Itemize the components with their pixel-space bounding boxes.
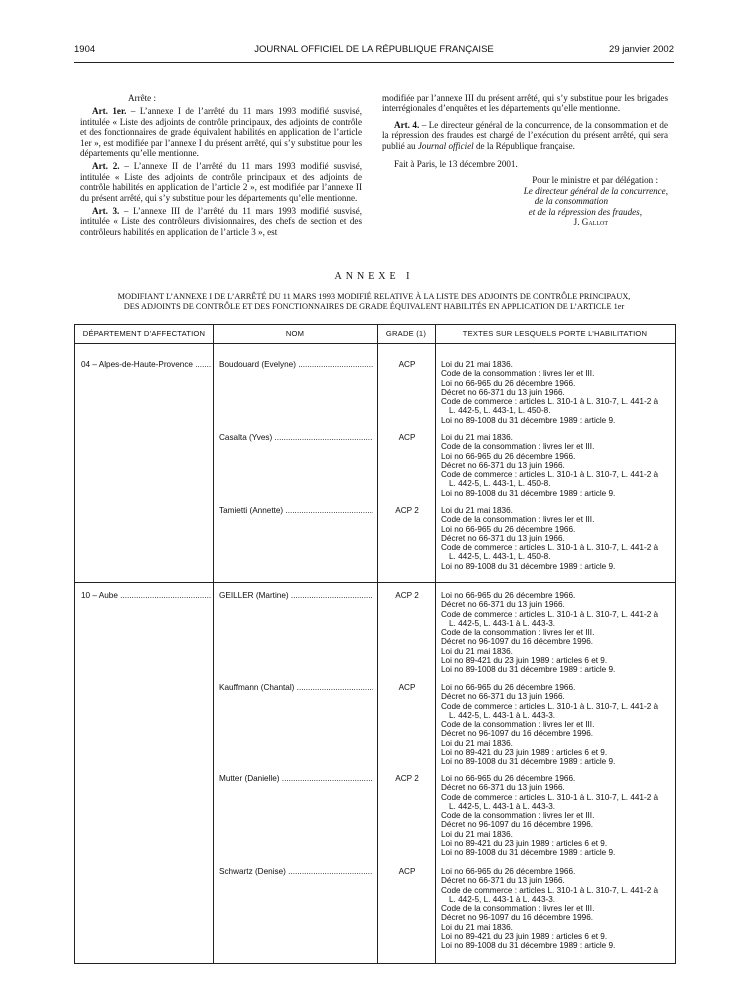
issue-date: 29 janvier 2002 [609,44,674,55]
textes-cell [441,867,671,951]
article-3-label: Art. 3. [92,206,120,217]
agent-name: Casalta (Yves) ..... [219,433,373,442]
texte-line: Loi no 66-965 du 26 décembre 1966. [441,591,576,600]
textes-cell [441,360,671,425]
texte-line: L. 442-5, L. 443-1 à L. 443-3. [449,710,556,720]
nom-cell [219,867,373,876]
textes-cell [441,774,671,858]
grade-cell: ACP [398,867,416,876]
agent-name: Mutter (Danielle) ..... [219,774,373,783]
texte-line: Décret no 66-371 du 13 juin 1966. [441,600,565,610]
texte-line: Décret no 66-371 du 13 juin 1966. [441,876,565,886]
textes-cell [441,433,671,498]
annexe-subtitle-line-2: DES ADJOINTS DE CONTRÔLE ET DES FONCTIONNAIRES DE GRADE ÉQUIVALENT HABILITÉS EN APPLICATION DE L’ARTICLE 1er [123,302,625,311]
texte-line: Loi no 89-421 du 23 juin 1989 : articles 6 et 9. [441,656,608,666]
texte-line: Code de commerce : articles L. 310-1 à L. 310-7, L. 441-2 à [441,609,659,619]
journal-title: JOURNAL OFFICIEL DE LA RÉPUBLIQUE FRANÇAISE [254,44,494,55]
grade-cell: ACP [398,433,416,442]
texte-line: Loi no 89-421 du 23 juin 1989 : articles 6 et 9. [441,839,608,849]
fait-a-paris: Fait à Paris, le 13 décembre 2001. [394,159,518,170]
texte-line: Loi no 89-1008 du 31 décembre 1989 : article 9. [441,941,616,951]
texte-line: Décret no 96-1097 du 16 décembre 1996. [441,637,594,647]
texte-line: Code de la consommation : livres Ier et III. [441,811,595,821]
group-divider [75,582,675,583]
grade-cell: ACP 2 [395,774,419,783]
texte-line: Décret no 66-371 du 13 juin 1966. [441,783,565,793]
signature-line-2: Le directeur général de la concurrence, [523,185,668,196]
grade-cell: ACP 2 [395,591,419,600]
texte-line: Code de commerce : articles L. 310-1 à L. 310-7, L. 441-2 à [441,470,659,480]
column-divider [377,325,378,963]
texte-line: Loi no 89-1008 du 31 décembre 1989 : article 9. [441,561,616,571]
annexe-title: ANNEXE I [334,271,414,282]
texte-line: Loi du 21 mai 1836. [441,506,513,515]
textes-cell [441,591,671,675]
texte-line: Code de commerce : articles L. 310-1 à L. 310-7, L. 441-2 à [441,701,659,711]
agent-name: Boudouard (Evelyne) ..... [219,360,373,369]
grade-cell: ACP [398,360,416,369]
signature-line-3: de la consommation [534,196,608,207]
grade-cell: ACP [398,683,416,692]
page-number: 1904 [74,44,96,55]
departement-name: 10 – Aube ..... [81,591,211,600]
article-2-text: – L’annexe II de l’arrêté du 11 mars 1993 modifié susvisé, intitulée « Liste des adjoints de contrôle principaux et des adjoints de contrôle habilités en application de l’article 2 », est modifiée par l’annexe II du présent arrêté, qui s’y substitue pour les départements qu’elle mentionne. [80,161,363,203]
texte-line: Décret no 96-1097 du 16 décembre 1996. [441,820,594,830]
texte-line: Code de la consommation : livres Ier et III. [441,369,595,379]
texte-line: Code de commerce : articles L. 310-1 à L. 310-7, L. 441-2 à [441,885,659,895]
texte-line: Code de la consommation : livres Ier et III. [441,904,595,914]
texte-line: Code de la consommation : livres Ier et III. [441,442,595,452]
texte-line: L. 442-5, L. 443-1 à L. 443-3. [449,894,556,904]
texte-line: L. 442-5, L. 443-1, L. 450-8. [449,552,551,562]
header-divider [75,343,675,344]
texte-line: Loi no 89-1008 du 31 décembre 1989 : article 9. [441,488,616,498]
texte-line: Loi du 21 mai 1836. [441,433,513,442]
annexe-subtitle [74,292,674,312]
article-1 [80,106,362,158]
texte-line: Loi no 89-1008 du 31 décembre 1989 : article 9. [441,415,616,425]
article-3-text: – L’annexe III de l’arrêté du 11 mars 1993 modifié susvisé, intitulée « Liste des contrôleurs divisionnaires, des chefs de section et des contrôleurs habilités en application de l’article 3 », est [80,206,363,237]
article-3-continued: modifiée par l’annexe III du présent arrêté, qui s’y substitue pour les brigades interrégionales d’enquêtes et les départements qu’elle mentionne. [382,93,668,114]
texte-line: Code de commerce : articles L. 310-1 à L. 310-7, L. 441-2 à [441,397,659,407]
right-column [382,93,668,227]
agent-name: Kauffmann (Chantal) ..... [219,683,373,692]
texte-line: Loi du 21 mai 1836. [441,922,513,932]
col-header-nom: NOM [285,329,305,338]
texte-line: Loi du 21 mai 1836. [441,360,513,369]
article-2-label: Art. 2. [92,161,120,172]
texte-line: Loi du 21 mai 1836. [441,738,513,748]
grade-cell: ACP 2 [395,506,419,515]
texte-line: Loi no 66-965 du 26 décembre 1966. [441,867,576,876]
texte-line: Décret no 66-371 du 13 juin 1966. [441,460,565,470]
article-1-text: – L’annexe I de l’arrêté du 11 mars 1993 modifié susvisé, intitulée « Liste des adjoints de contrôle principaux, des adjoints de contrôle et des fonctionnaires de grade équivalent habilités en application de l’article 1er », est modifiée par l’annexe I du présent arrêté, qui s’y substitue pour les départements qu’elle mentionne. [80,106,362,159]
nom-cell [219,506,373,515]
texte-line: Code de la consommation : livres Ier et III. [441,720,595,730]
nom-cell [219,774,373,783]
column-divider [213,325,214,963]
article-4-text-a: – Le directeur général de la concurrence, de la consommation et de la répression des fraudes est chargé de l’exécution du présent arrêté, qui sera publié au [382,119,668,151]
departement-name: 04 – Alpes-de-Haute-Provence ..... [81,360,211,369]
article-4-journal: Journal officiel [417,140,474,151]
textes-cell [441,683,671,767]
habilitation-table [74,324,676,964]
texte-line: Décret no 66-371 du 13 juin 1966. [441,387,565,397]
col-header-grade: GRADE (1) [385,329,427,338]
texte-line: L. 442-5, L. 443-1 à L. 443-3. [449,801,556,811]
texte-line: Loi no 66-965 du 26 décembre 1966. [441,524,576,534]
texte-line: Loi no 89-421 du 23 juin 1989 : articles 6 et 9. [441,932,608,942]
texte-line: L. 442-5, L. 443-1, L. 450-8. [449,479,551,489]
nom-cell [219,360,373,369]
col-header-textes: TEXTES SUR LESQUELS PORTE L’HABILITATION [462,329,648,338]
departement-cell [81,360,211,369]
texte-line: Décret no 96-1097 du 16 décembre 1996. [441,913,594,923]
arrete-label: Arrête : [128,93,157,103]
texte-line: Loi no 89-1008 du 31 décembre 1989 : article 9. [441,757,616,767]
texte-line: Loi du 21 mai 1836. [441,646,513,656]
texte-line: Loi no 89-421 du 23 juin 1989 : articles 6 et 9. [441,748,608,758]
texte-line: Loi no 66-965 du 26 décembre 1966. [441,774,576,783]
texte-line: Décret no 96-1097 du 16 décembre 1996. [441,729,594,739]
column-divider [435,325,436,963]
departement-cell [81,591,211,600]
annexe-subtitle-line-1: MODIFIANT L’ANNEXE I DE L’ARRÊTÉ DU 11 MARS 1993 MODIFIÉ RELATIVE À LA LISTE DES ADJOINTS DE CONTRÔLE PRINCIPAUX, [117,292,631,301]
agent-name: Schwartz (Denise) ..... [219,867,373,876]
signature-name: J. Gallot [573,217,608,228]
texte-line: Loi no 66-965 du 26 décembre 1966. [441,378,576,388]
nom-cell [219,433,373,442]
article-2 [80,161,362,203]
agent-name: Tamietti (Annette) ..... [219,506,373,515]
texte-line: Loi no 66-965 du 26 décembre 1966. [441,683,576,692]
article-3 [80,206,362,237]
textes-cell [441,506,671,571]
texte-line: Loi no 89-1008 du 31 décembre 1989 : article 9. [441,848,616,858]
article-4-label: Art. 4. [394,119,420,130]
texte-line: Décret no 66-371 du 13 juin 1966. [441,533,565,543]
agent-name: GEILLER (Martine) ..... [219,591,373,600]
signature-line-1: Pour le ministre et par délégation : [532,175,658,186]
texte-line: Code de la consommation : livres Ier et III. [441,628,595,638]
signature-line-4: et de la répression des fraudes, [528,206,642,217]
signature-block [382,175,668,227]
nom-cell [219,591,373,600]
texte-line: Loi no 89-1008 du 31 décembre 1989 : article 9. [441,665,616,675]
header-rule [74,62,674,63]
texte-line: Code de la consommation : livres Ier et III. [441,515,595,525]
texte-line: Loi du 21 mai 1836. [441,829,513,839]
col-header-departement: DÉPARTEMENT D’AFFECTATION [82,329,206,338]
article-4 [382,120,668,151]
left-column [80,93,362,240]
texte-line: L. 442-5, L. 443-1, L. 450-8. [449,406,551,416]
texte-line: Code de commerce : articles L. 310-1 à L. 310-7, L. 441-2 à [441,543,659,553]
texte-line: Loi no 66-965 du 26 décembre 1966. [441,451,576,461]
texte-line: Décret no 66-371 du 13 juin 1966. [441,692,565,702]
article-4-text-b: de la République française. [473,140,575,151]
article-1-label: Art. 1er. [92,106,127,117]
texte-line: L. 442-5, L. 443-1 à L. 443-3. [449,618,556,628]
nom-cell [219,683,373,692]
texte-line: Code de commerce : articles L. 310-1 à L. 310-7, L. 441-2 à [441,792,659,802]
running-header [74,44,674,58]
